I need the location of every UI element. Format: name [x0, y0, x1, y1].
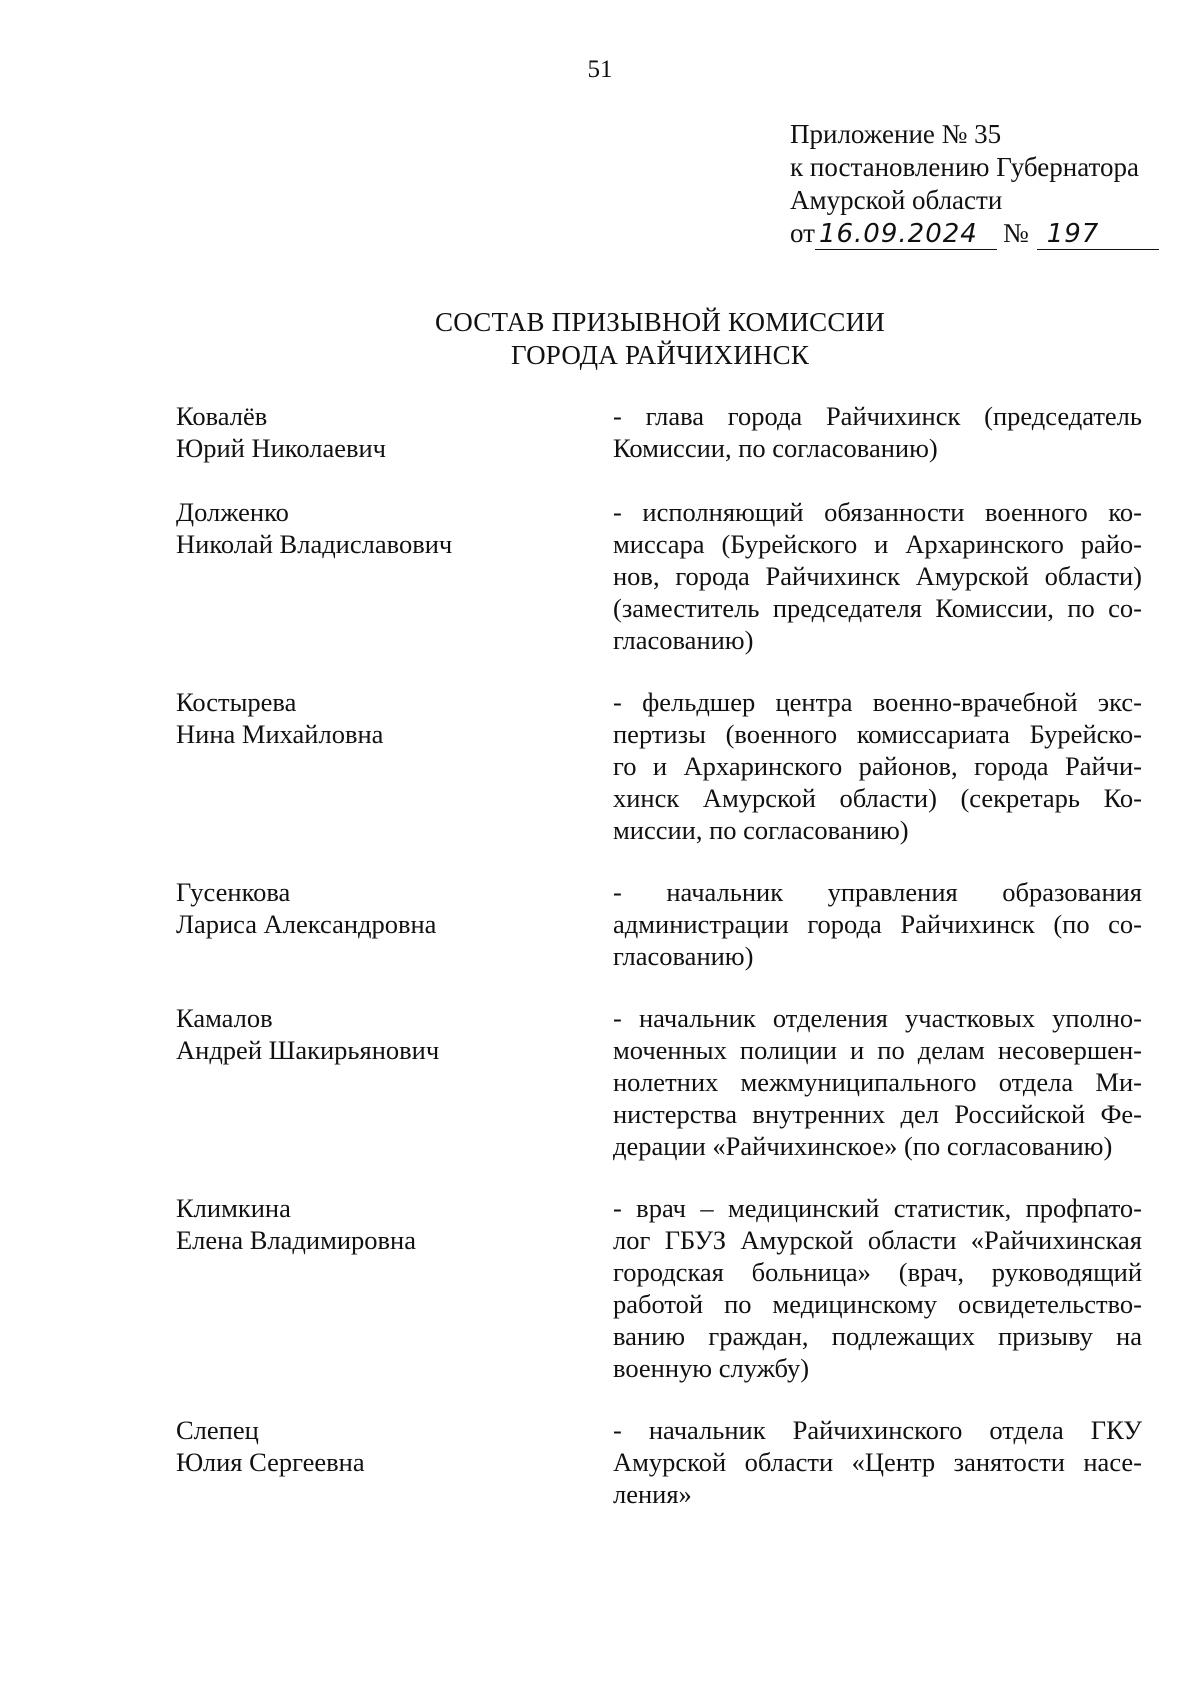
- role-line: Комиссии, по согласованию): [613, 433, 938, 463]
- handwritten-date: 16.09.2024: [815, 219, 997, 250]
- role-line: - начальник Райчихинского отдела ГКУ: [613, 1415, 1142, 1445]
- appendix-line-1: Приложение № 35: [790, 119, 1002, 149]
- member-name: [176, 686, 596, 750]
- role-line: - фельдшер центра военно-врачебной экс-: [613, 687, 1142, 717]
- role-line: - врач – медицинский статистик, профпато-: [613, 1193, 1142, 1223]
- role-line: дерации «Райчихинское» (по согласованию): [613, 1131, 1113, 1161]
- member-name: [176, 496, 596, 560]
- number-sign: №: [1002, 218, 1029, 248]
- title-line-1: СОСТАВ ПРИЗЫВНОЙ КОМИССИИ: [435, 307, 885, 337]
- role-line: пертизы (военного комиссариата Бурейско-: [613, 719, 1142, 749]
- role-line: Амурской области «Центр занятости насе-: [613, 1447, 1142, 1477]
- role-line: - глава города Райчихинск (председатель: [613, 401, 1142, 431]
- member-role: [613, 1002, 1142, 1162]
- role-line: военную службу): [613, 1353, 810, 1383]
- role-line: гласованию): [613, 941, 754, 971]
- member-role: [613, 1192, 1142, 1384]
- role-line: моченных полиции и по делам несовершен-: [613, 1035, 1142, 1065]
- role-line: работой по медицинскому освидетельство-: [613, 1289, 1142, 1319]
- page-number: 51: [587, 56, 613, 83]
- role-line: миссара (Бурейского и Архаринского райо-: [613, 529, 1142, 559]
- title-line-2: ГОРОДА РАЙЧИХИНСК: [510, 340, 810, 370]
- member-surname: Климкина: [176, 1193, 291, 1223]
- member-role: [613, 496, 1142, 656]
- member-given-names: Николай Владиславович: [176, 529, 453, 559]
- member-given-names: Юрий Николаевич: [176, 433, 386, 463]
- appendix-line-2: к постановлению Губернатора: [790, 152, 1139, 182]
- role-line: нов, города Райчихинск Амурской области): [613, 561, 1142, 591]
- role-line: го и Архаринского районов, города Райчи-: [613, 751, 1142, 781]
- member-given-names: Елена Владимировна: [176, 1225, 416, 1255]
- role-line: - начальник отделения участковых уполно-: [613, 1003, 1142, 1033]
- role-line: хинск Амурской области) (секретарь Ко-: [613, 783, 1142, 813]
- document-title: [0, 306, 1200, 372]
- role-line: миссии, по согласованию): [613, 815, 909, 845]
- member-given-names: Андрей Шакирьянович: [176, 1035, 440, 1065]
- member-surname: Камалов: [176, 1003, 273, 1033]
- role-line: ванию граждан, подлежащих призыву на: [613, 1321, 1142, 1351]
- member-surname: Гусенкова: [176, 877, 291, 907]
- member-surname: Ковалёв: [176, 401, 268, 431]
- appendix-header: [790, 118, 1159, 250]
- member-given-names: Юлия Сергеевна: [176, 1447, 365, 1477]
- appendix-date-line: [790, 217, 1159, 250]
- member-surname: Костырева: [176, 687, 297, 717]
- role-line: лог ГБУЗ Амурской области «Райчихинская: [613, 1225, 1142, 1255]
- member-name: [176, 1414, 596, 1478]
- role-line: нолетних межмуниципального отдела Ми-: [613, 1067, 1142, 1097]
- role-line: ления»: [613, 1479, 692, 1509]
- role-line: гласованию): [613, 625, 754, 655]
- role-line: - исполняющий обязанности военного ко-: [613, 497, 1142, 527]
- member-given-names: Нина Михайловна: [176, 719, 384, 749]
- role-line: городская больница» (врач, руководящий: [613, 1257, 1142, 1287]
- member-role: [613, 876, 1142, 972]
- member-role: [613, 1414, 1142, 1510]
- member-name: [176, 1192, 596, 1256]
- appendix-line-3: Амурской области: [790, 185, 1003, 215]
- member-surname: Долженко: [176, 497, 289, 527]
- member-surname: Слепец: [176, 1415, 259, 1445]
- handwritten-number: 197: [1037, 219, 1159, 250]
- role-line: (заместитель председателя Комиссии, по со-: [613, 593, 1142, 623]
- member-role: [613, 686, 1142, 846]
- role-line: нистерства внутренних дел Российской Фе-: [613, 1099, 1142, 1129]
- member-given-names: Лариса Александровна: [176, 909, 437, 939]
- date-prefix: от: [790, 218, 815, 248]
- member-name: [176, 1002, 596, 1066]
- role-line: администрации города Райчихинск (по со-: [613, 909, 1142, 939]
- member-name: [176, 400, 596, 464]
- member-role: [613, 400, 1142, 464]
- role-line: - начальник управления образования: [613, 877, 1142, 907]
- member-name: [176, 876, 596, 940]
